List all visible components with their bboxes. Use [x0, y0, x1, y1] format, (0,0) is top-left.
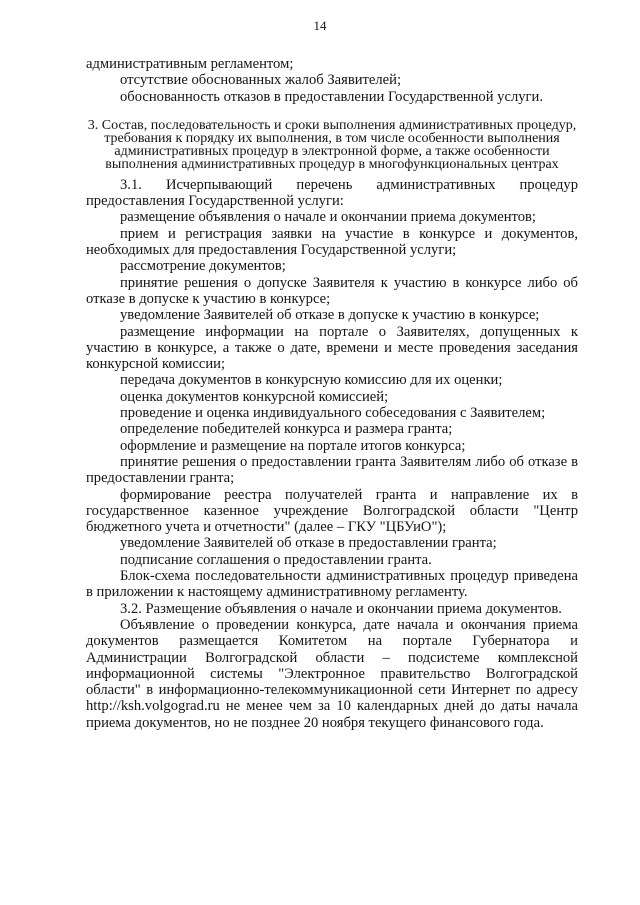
procedure-item: принятие решения о допуске Заявителя к участию в конкурсе либо об отказе в допуске к участию в конкурсе;	[86, 274, 578, 307]
announcement-paragraph: Объявление о проведении конкурса, дате начала и окончания приема документов размещается Комитетом на портале Губернатора и Администрации Волгоградской области – подсистеме комплексной информационной системы "Электронное правительство Волгоградской области" в информационно-телекоммуникационной сети Интернет по адресу http://ksh.volgograd.ru не менее чем за 10 календарных дней до даты начала приема документов, но не позднее 20 ноября текущего финансового года.	[86, 616, 578, 731]
text-line: отсутствие обоснованных жалоб Заявителей;	[120, 72, 402, 89]
procedure-item: принятие решения о предоставлении гранта Заявителям либо об отказе в предоставлении гранта;	[86, 453, 578, 487]
paragraph-3-2: 3.2. Размещение объявления о начале и окончании приема документов.	[120, 600, 562, 617]
procedure-item: рассмотрение документов;	[120, 258, 286, 275]
procedure-item: прием и регистрация заявки на участие в конкурсе и документов, необходимых для предоставления Государственной услуги;	[86, 225, 578, 259]
page-number: 14	[313, 18, 327, 33]
procedure-item: размещение информации на портале о Заявителях, допущенных к участию в конкурсе, а также о дате, времени и месте проведения заседания конкурсной комиссии;	[86, 323, 578, 373]
text-line: административным регламентом;	[86, 56, 294, 72]
procedure-item: уведомление Заявителей об отказе в предоставлении гранта;	[120, 535, 497, 552]
procedure-item: оценка документов конкурсной комиссией;	[120, 388, 389, 405]
procedure-item: размещение объявления о начале и окончании приема документов;	[120, 209, 536, 226]
procedure-item: оформление и размещение на портале итогов конкурса;	[120, 437, 466, 454]
section-heading: 3. Состав, последовательность и сроки выполнения административных процедур, требования к порядку их выполнения, в том числе особенности выполнения административных процедур в электронной форме, а также особенности выполнения административных процедур в многофункциональных центрах	[87, 117, 577, 172]
procedure-item: подписание соглашения о предоставлении гранта.	[120, 551, 432, 568]
document-body	[86, 56, 578, 731]
procedure-item: проведение и оценка индивидуального собеседования с Заявителем;	[120, 405, 546, 422]
procedure-item: определение победителей конкурса и размера гранта;	[120, 421, 453, 438]
paragraph-3-1: 3.1. Исчерпывающий перечень административных процедур предоставления Государственной услуги:	[86, 176, 578, 210]
procedure-item: уведомление Заявителей об отказе в допуске к участию в конкурсе;	[120, 307, 540, 324]
procedure-item: формирование реестра получателей гранта и направление их в государственное казенное учреждение Волгоградской области "Центр бюджетного учета и отчетности" (далее – ГКУ "ЦБУиО");	[86, 486, 578, 536]
text-line: обоснованность отказов в предоставлении Государственной услуги.	[120, 88, 543, 105]
procedure-item: передача документов в конкурсную комиссию для их оценки;	[120, 372, 503, 389]
block-scheme-paragraph: Блок-схема последовательности административных процедур приведена в приложении к настоящему административному регламенту.	[86, 568, 578, 601]
